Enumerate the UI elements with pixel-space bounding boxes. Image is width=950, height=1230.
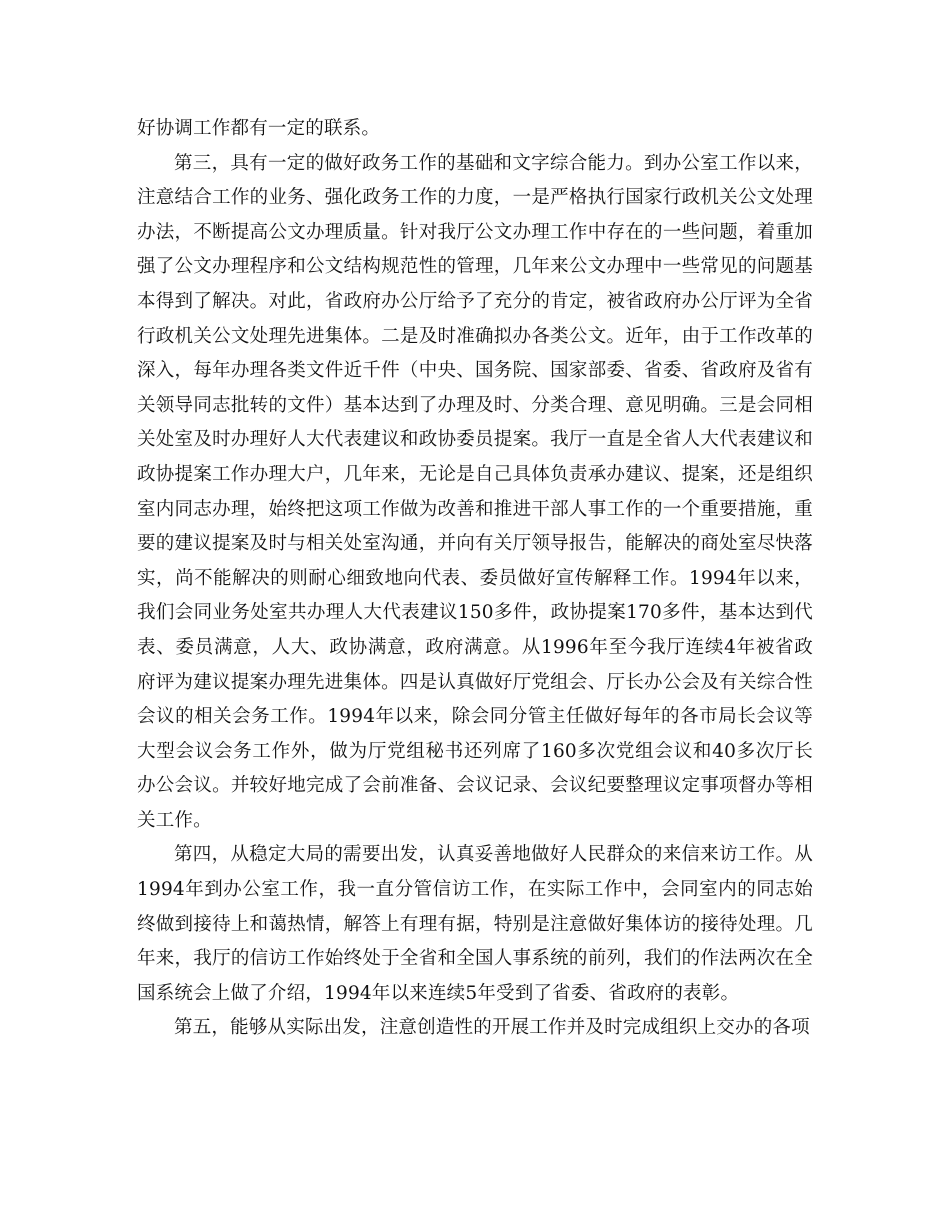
paragraph-fifth-point: 第五，能够从实际出发，注意创造性的开展工作并及时完成组织上交办的各项 <box>174 1017 810 1039</box>
paragraph-third-point: 第三，具有一定的做好政务工作的基础和文字综合能力。到办公室工作以来，注意结合工作的业务、强化政务工作的力度，一是严格执行国家行政机关公文处理办法，不断提高公文办理质量。针对我厅公文办理工作中存在的一些问题，着重加强了公文办理程序和公文结构规范性的管理，几年来公文办理中一些常见的问题基本得到了解决。对此，省政府办公厅给予了充分的肯定，被省政府办公厅评为全省行政机关公文处理先进集体。二是及时准确拟办各类公文。近年，由于工作改革的深入，每年办理各类文件近千件（中央、国务院、国家部委、省委、省政府及省有关领导同志批转的文件）基本达到了办理及时、分类合理、意见明确。三是会同相关处室及时办理好人大代表建议和政协委员提案。我厅一直是全省人大代表建议和政协提案工作办理大户，几年来，无论是自己具体负责承办建议、提案，还是组织室内同志办理，始终把这项工作做为改善和推进干部人事工作的一个重要措施，重要的建议提案及时与相关处室沟通，并向有关厅领导报告，能解决的商处室尽快落实，尚不能解决的则耐心细致地向代表、委员做好宣传解释工作。1994年以来，我们会同业务处室共办理人大代表建议150多件，政协提案170多件，基本达到代表、委员满意，人大、政协满意，政府满意。从1996年至今我厅连续4年被省政府评为建议提案办理先进集体。四是认真做好厅党组会、厅长办公会及有关综合性会议的相关会务工作。1994年以来，除会同分管主任做好每年的各市局长会议等大型会议会务工作外，做为厅党组秘书还列席了160多次党组会议和40多次厅长办公会议。并较好地完成了会前准备、会议记录、会议纪要整理议定事项督办等相关工作。 <box>137 152 813 831</box>
paragraph-fourth-point: 第四，从稳定大局的需要出发，认真妥善地做好人民群众的来信来访工作。从1994年到办公室工作，我一直分管信访工作，在实际工作中，会同室内的同志始终做到接待上和蔼热情，解答上有理有据，特别是注意做好集体访的接待处理。几年来，我厅的信访工作始终处于全省和全国人事系统的前列，我们的作法两次在全国系统会上做了介绍，1994年以来连续5年受到了省委、省政府的表彰。 <box>137 844 813 1004</box>
paragraph-continuation: 好协调工作都有一定的联系。 <box>137 118 381 139</box>
document-body <box>137 112 813 1046</box>
